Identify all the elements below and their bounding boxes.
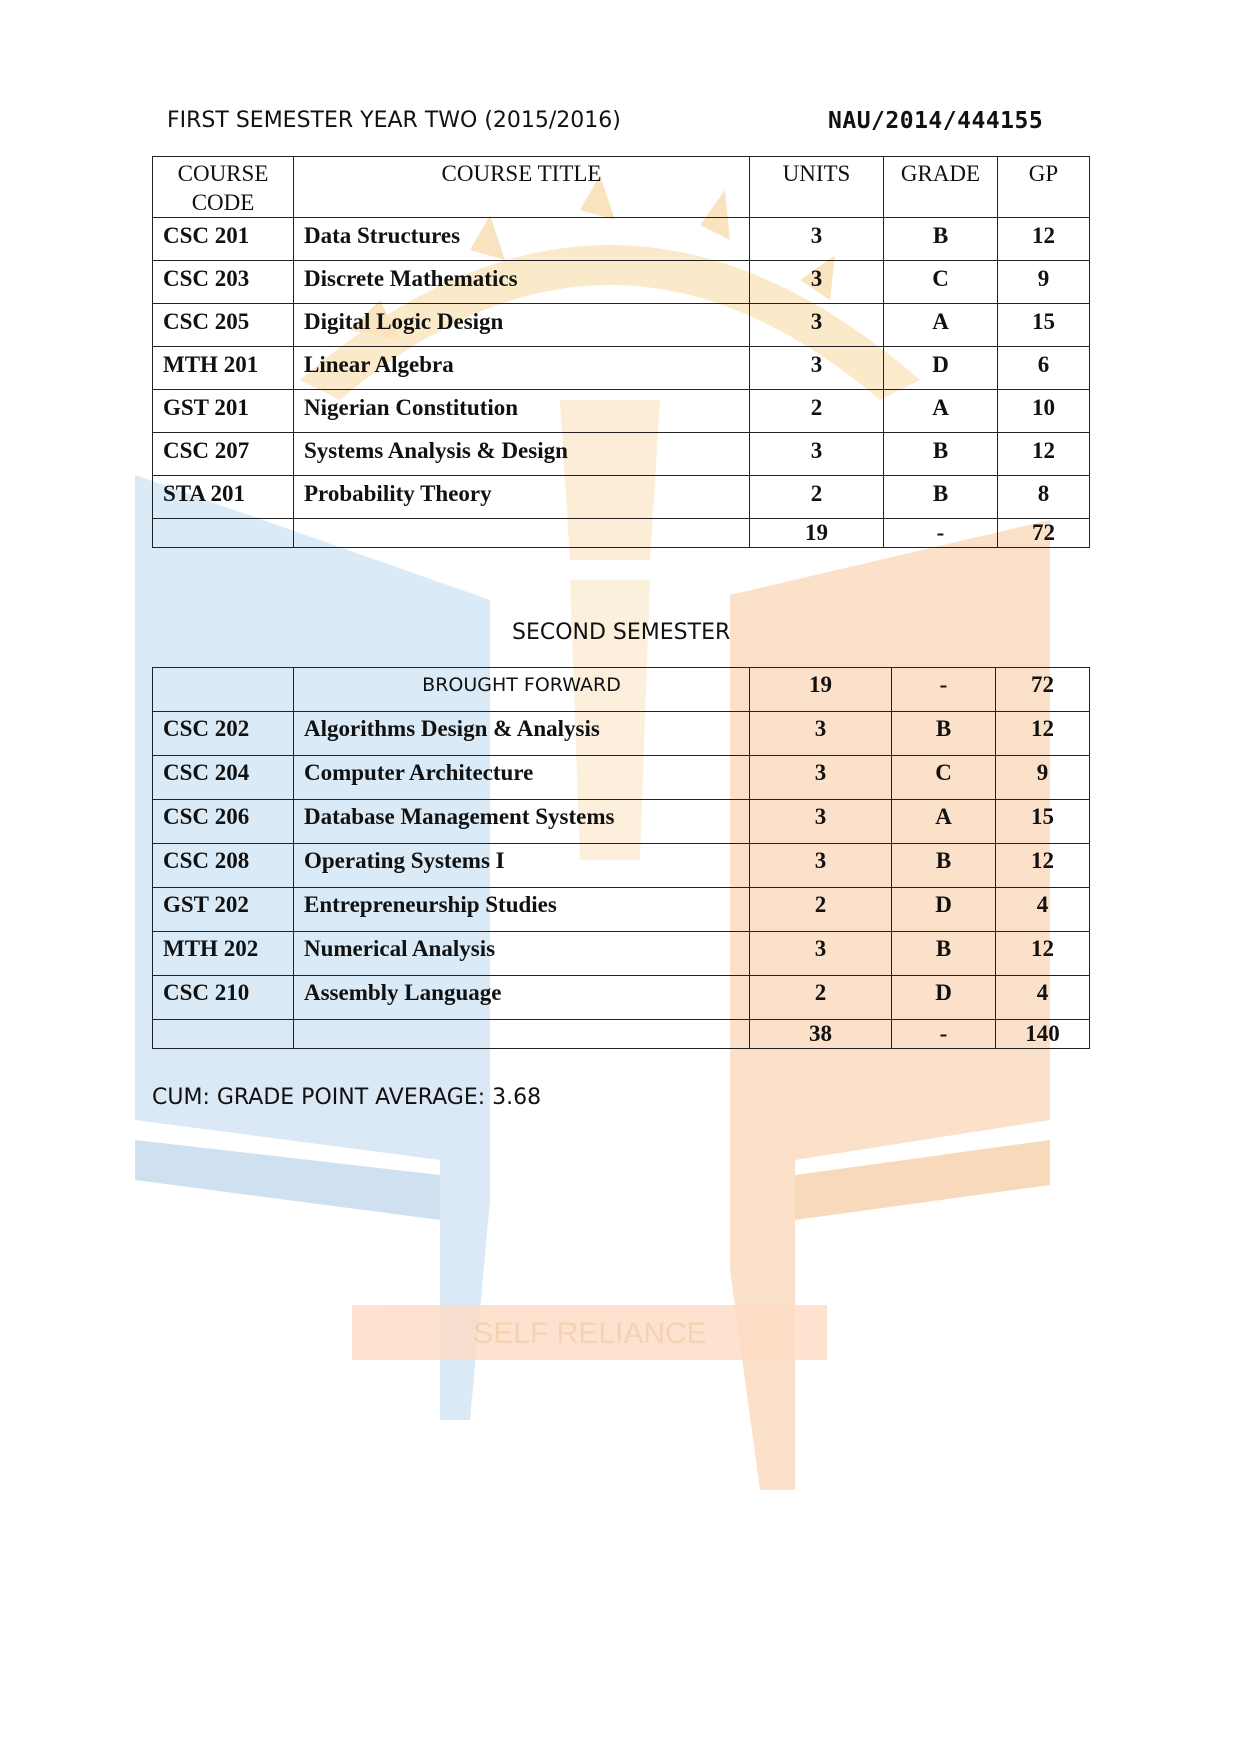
cumulative-gpa: CUM: GRADE POINT AVERAGE: 3.68 — [152, 1085, 542, 1110]
course-grade: B — [884, 476, 998, 519]
course-gp: 10 — [998, 390, 1090, 433]
course-grade: D — [892, 888, 996, 932]
first-semester-table — [152, 156, 1090, 548]
course-code: CSC 205 — [153, 304, 294, 347]
second-semester-table — [152, 667, 1090, 1049]
course-grade: B — [892, 844, 996, 888]
course-code: CSC 206 — [153, 800, 294, 844]
total-grade: - — [884, 519, 998, 548]
table-row — [153, 932, 1090, 976]
table-row — [153, 712, 1090, 756]
empty-cell — [153, 519, 294, 548]
course-units: 3 — [750, 261, 884, 304]
table-row — [153, 800, 1090, 844]
course-code: CSC 210 — [153, 976, 294, 1020]
course-units: 3 — [750, 433, 884, 476]
course-grade: B — [884, 218, 998, 261]
total-row — [153, 519, 1090, 548]
course-units: 2 — [750, 888, 892, 932]
course-code: CSC 204 — [153, 756, 294, 800]
course-code: MTH 202 — [153, 932, 294, 976]
course-title: Operating Systems I — [294, 844, 750, 888]
course-units: 3 — [750, 304, 884, 347]
course-grade: D — [884, 347, 998, 390]
table-header-row — [153, 157, 1090, 218]
course-grade: C — [892, 756, 996, 800]
course-gp: 9 — [998, 261, 1090, 304]
course-title: Probability Theory — [294, 476, 750, 519]
course-units: 2 — [750, 390, 884, 433]
second-semester-title: SECOND SEMESTER — [512, 620, 731, 645]
course-units: 3 — [750, 218, 884, 261]
course-grade: A — [892, 800, 996, 844]
course-grade: A — [884, 390, 998, 433]
table-row — [153, 347, 1090, 390]
course-grade: B — [884, 433, 998, 476]
course-units: 2 — [750, 976, 892, 1020]
course-code: CSC 208 — [153, 844, 294, 888]
brought-forward-row — [153, 668, 1090, 712]
course-units: 3 — [750, 756, 892, 800]
total-units: 38 — [750, 1020, 892, 1049]
course-gp: 4 — [996, 888, 1090, 932]
course-title: Discrete Mathematics — [294, 261, 750, 304]
brought-forward-grade: - — [892, 668, 996, 712]
course-title: Database Management Systems — [294, 800, 750, 844]
table-row — [153, 756, 1090, 800]
course-code: STA 201 — [153, 476, 294, 519]
empty-cell — [153, 1020, 294, 1049]
course-gp: 12 — [996, 844, 1090, 888]
header-gp: GP — [998, 157, 1090, 218]
table-row — [153, 390, 1090, 433]
table-row — [153, 476, 1090, 519]
total-gp: 72 — [998, 519, 1090, 548]
course-grade: B — [892, 712, 996, 756]
header-grade: GRADE — [884, 157, 998, 218]
watermark-text: SELF RELIANCE — [473, 1317, 707, 1350]
empty-cell — [153, 668, 294, 712]
table-row — [153, 844, 1090, 888]
table-row — [153, 433, 1090, 476]
header-course-code: COURSE CODE — [153, 157, 294, 218]
registration-number: NAU/2014/444155 — [828, 108, 1044, 134]
course-grade: B — [892, 932, 996, 976]
course-gp: 15 — [998, 304, 1090, 347]
course-gp: 12 — [996, 932, 1090, 976]
course-code: CSC 202 — [153, 712, 294, 756]
course-units: 2 — [750, 476, 884, 519]
course-grade: D — [892, 976, 996, 1020]
course-code: CSC 207 — [153, 433, 294, 476]
course-code: MTH 201 — [153, 347, 294, 390]
course-title: Numerical Analysis — [294, 932, 750, 976]
course-code: CSC 201 — [153, 218, 294, 261]
course-title: Entrepreneurship Studies — [294, 888, 750, 932]
course-title: Systems Analysis & Design — [294, 433, 750, 476]
course-grade: C — [884, 261, 998, 304]
course-title: Assembly Language — [294, 976, 750, 1020]
course-gp: 9 — [996, 756, 1090, 800]
header-units: UNITS — [750, 157, 884, 218]
course-gp: 4 — [996, 976, 1090, 1020]
course-title: Algorithms Design & Analysis — [294, 712, 750, 756]
course-gp: 15 — [996, 800, 1090, 844]
course-gp: 6 — [998, 347, 1090, 390]
course-gp: 12 — [996, 712, 1090, 756]
course-code: CSC 203 — [153, 261, 294, 304]
total-row — [153, 1020, 1090, 1049]
course-title: Computer Architecture — [294, 756, 750, 800]
table-row — [153, 888, 1090, 932]
course-code: GST 201 — [153, 390, 294, 433]
course-code: GST 202 — [153, 888, 294, 932]
table-row — [153, 976, 1090, 1020]
course-title: Nigerian Constitution — [294, 390, 750, 433]
course-gp: 12 — [998, 218, 1090, 261]
total-units: 19 — [750, 519, 884, 548]
course-units: 3 — [750, 347, 884, 390]
course-title: Linear Algebra — [294, 347, 750, 390]
table-row — [153, 304, 1090, 347]
course-units: 3 — [750, 844, 892, 888]
table-row — [153, 218, 1090, 261]
course-grade: A — [884, 304, 998, 347]
course-gp: 12 — [998, 433, 1090, 476]
course-units: 3 — [750, 800, 892, 844]
total-gp: 140 — [996, 1020, 1090, 1049]
course-title: Data Structures — [294, 218, 750, 261]
course-gp: 8 — [998, 476, 1090, 519]
empty-cell — [294, 1020, 750, 1049]
brought-forward-units: 19 — [750, 668, 892, 712]
table-row — [153, 261, 1090, 304]
course-units: 3 — [750, 932, 892, 976]
total-grade: - — [892, 1020, 996, 1049]
semester-title: FIRST SEMESTER YEAR TWO (2015/2016) — [167, 108, 621, 133]
empty-cell — [294, 519, 750, 548]
course-units: 3 — [750, 712, 892, 756]
course-title: Digital Logic Design — [294, 304, 750, 347]
header-course-title: COURSE TITLE — [294, 157, 750, 218]
brought-forward-label: BROUGHT FORWARD — [294, 668, 750, 712]
brought-forward-gp: 72 — [996, 668, 1090, 712]
